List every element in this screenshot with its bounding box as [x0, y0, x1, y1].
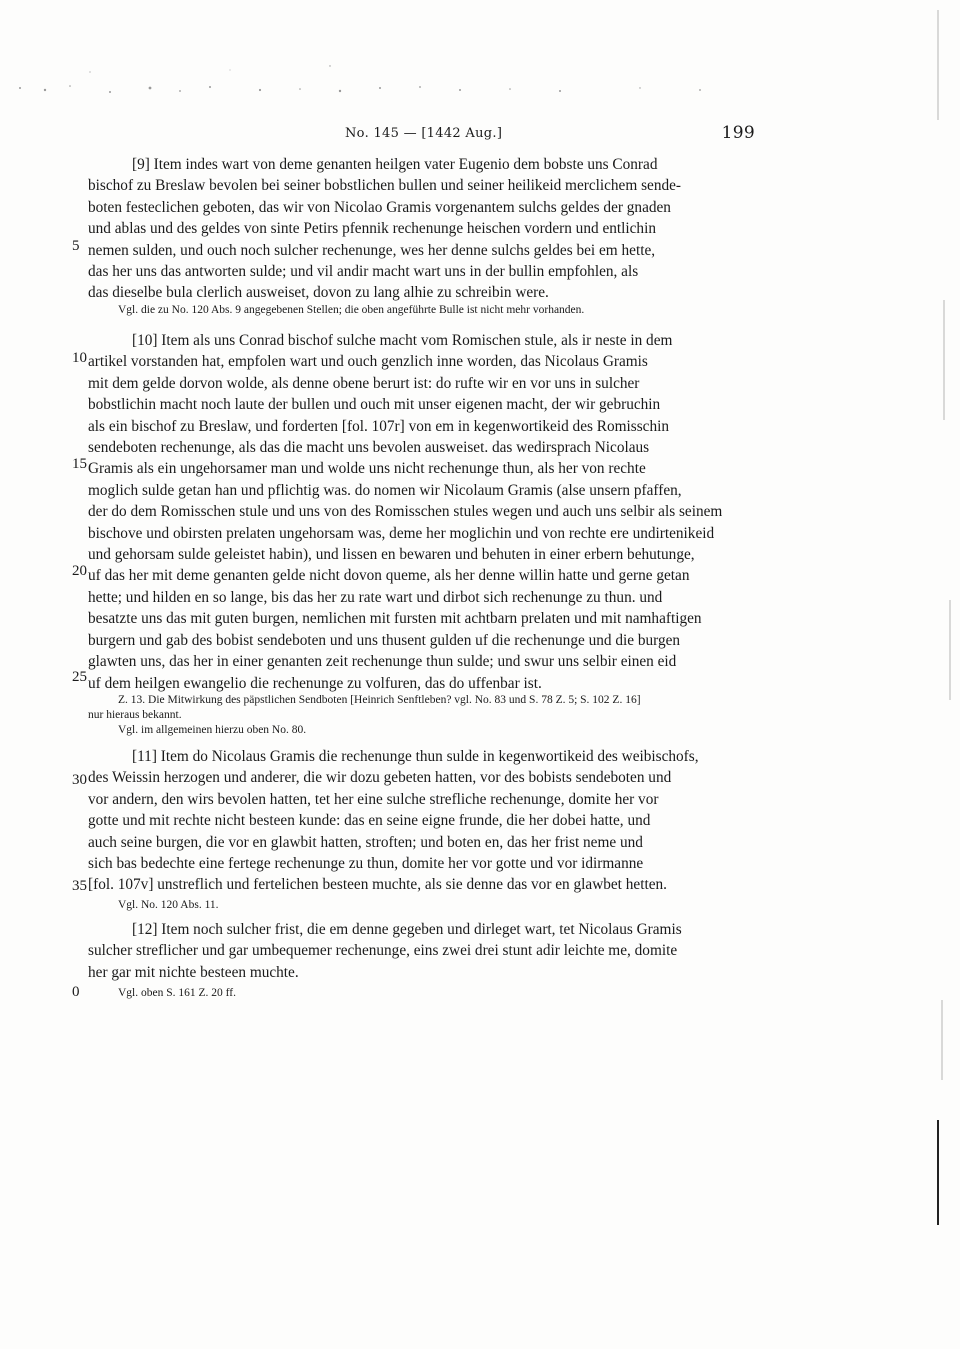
note-line: Vgl. im allgemeinen hierzu oben No. 80. — [118, 724, 307, 736]
paragraph-11 — [88, 746, 740, 896]
note-after-11 — [118, 898, 738, 913]
text-line: burgern und gab des bobist sendeboten und uns thusent gulden uf die rechenunge und die burgen — [88, 631, 681, 649]
text-line: des Weissin herzogen und anderer, die wir dozu gebeten hatten, vor des bobists sendeboten und — [88, 769, 672, 787]
text-line: und gehorsam sulde geleistet habin), und lissen en bewaren und behuten in einer erbern behutunge, — [88, 546, 695, 564]
text-line: [9] Item indes wart von deme genanten heilgen vater Eugenio dem bobste uns Conrad — [132, 156, 658, 173]
paragraph-9 — [88, 154, 740, 304]
line-number: 15 — [72, 456, 87, 472]
text-line: boten festeclichen geboten, das wir von Nicolao Gramis vorgenantem sulchs geldes der gnaden — [88, 198, 671, 216]
paragraph-12 — [88, 919, 740, 983]
text-line: nemen sulden, und ouch noch sulcher rechenunge, wes her denne sulchs geldes bei em hette, — [88, 241, 656, 259]
text-line: [fol. 107v] unstreflich und fertelichen besteen muchte, als sie denne das vor en glawbet hetten. — [88, 876, 667, 894]
text-line: [10] Item als uns Conrad bischof sulche macht vom Romischen stule, als ir neste in dem — [132, 332, 673, 349]
text-line: artikel vorstanden hat, empfolen wart und ouch genzlich inne worden, das Nicolaus Gramis — [88, 353, 648, 371]
text-line: her gar mit nichte besteen muchte. — [88, 963, 299, 981]
line-number: 0 — [72, 984, 80, 1000]
line-number: 5 — [72, 238, 80, 254]
scan-noise — [0, 60, 720, 110]
text-line: gotte und mit rechte nicht besteen kunde: das en seine eigne frunde, die her dobei hatte, und — [88, 812, 651, 830]
text-line: sendeboten rechenunge, als das die macht uns bevolen ausweiset. das wedirsprach Nicolaus — [88, 439, 650, 457]
line-number: 20 — [72, 563, 87, 579]
text-line: Gramis als ein ungehorsamer man und wolde uns nicht rechenunge thun, als her von rechte — [88, 460, 646, 478]
text-line: moglich sulde getan han und pflichtig was. do nomen wir Nicolaum Gramis (alse unsern pfaffen, — [88, 481, 682, 499]
text-line: hette; und hilden en so lange, bis das her zu rate wart und dirbot sich rechenunge zu thun. und — [88, 588, 663, 606]
paragraph-10 — [88, 330, 740, 694]
text-line: als ein bischof zu Breslaw, und forderten [fol. 107r] von em in kegenwortikeid des Romisschin — [88, 417, 670, 435]
text-line: sich bas bedechte eine fertege rechenunge zu thun, domite her vor gotte und vor idirmanne — [88, 855, 644, 873]
note-line: Vgl. oben S. 161 Z. 20 ff. — [118, 987, 236, 999]
line-number: 30 — [72, 772, 87, 788]
note-after-12 — [118, 986, 738, 1001]
text-line: sulcher streflicher und gar umbequemer rechenunge, eins zwei drei stunt adir leichte me, domite — [88, 942, 678, 960]
note-line: Vgl. No. 120 Abs. 11. — [118, 899, 219, 911]
line-number: 35 — [72, 878, 87, 894]
text-line: der do dem Romisschen stule und uns von des Romisschen stules wegen und auch uns selbir als seinem — [88, 503, 723, 521]
note-line: Vgl. die zu No. 120 Abs. 9 angegebenen Stellen; die oben angeführte Bulle ist nicht mehr vorhanden. — [118, 304, 585, 316]
text-line: bischof zu Breslaw bevolen bei seiner bobstlichen bullen und seiner heilikeid merclichem sende- — [88, 177, 681, 195]
line-number: 25 — [72, 669, 87, 685]
text-line: [11] Item do Nicolaus Gramis die rechenunge thun sulde in kegenwortikeid des weibischofs, — [132, 748, 699, 765]
text-line: [12] Item noch sulcher frist, die em denne gegeben und dirleget wart, tet Nicolaus Gramis — [132, 921, 682, 938]
text-line: vor andern, den wirs bevolen hatten, tet her eine sulche strefliche rechenunge, domite her vor — [88, 790, 659, 808]
text-line: bobstlichin macht noch laute der bullen und ouch mit unser eigenen macht, der wir gebruchin — [88, 396, 661, 414]
text-line: das her uns das antworten sulde; und vil andir macht wart uns in der bullin empfohlen, als — [88, 263, 639, 281]
page-number: 199 — [721, 123, 755, 143]
text-line: uf das her mit deme genanten gelde nicht dovon queme, als her denne willin hatte und gerne getan — [88, 567, 690, 585]
text-line: und ablas und des geldes von sinte Petirs pfennik rechenunge heischen vordern und entlichin — [88, 220, 656, 238]
note-after-10 — [88, 693, 738, 738]
scan-edge-noise — [930, 0, 960, 1349]
text-line: glawten uns, das her in einer genanten zeit rechenunge thun sulde; und swur uns selbir einen eid — [88, 653, 677, 671]
text-line: auch seine burgen, die vor en glawbit hatten, stroften; und boten en, das her frist neme und — [88, 833, 643, 851]
text-line: bischove und obirsten prelaten ungehorsam was, deme her moglichin und von rechte ere undirtenikeid — [88, 524, 715, 542]
text-line: mit dem gelde dorvon wolde, als denne obene berurt ist: do rufte wir en vor uns in sulcher — [88, 374, 640, 392]
note-after-9 — [118, 303, 738, 318]
running-title: No. 145 — [1442 Aug.] — [345, 126, 503, 141]
text-line: besatzte uns das mit guten burgen, nemlichen mit fursten mit achtbarn prelaten und mit namhaftigen — [88, 610, 702, 628]
running-header — [345, 124, 755, 146]
text-line: uf dem heilgen ewangelio die rechenunge zu volfuren, das do uffenbar ist. — [88, 674, 542, 692]
line-number: 10 — [72, 350, 87, 366]
note-line: nur hieraus bekannt. — [88, 709, 182, 721]
text-line: das dieselbe bula clerlich ausweiset, dovon zu lang alhie zu schreibin were. — [88, 284, 549, 302]
note-line: Z. 13. Die Mitwirkung des päpstlichen Sendboten [Heinrich Senftleben? vgl. No. 83 und S. 78 Z. 5; S. 102 Z. 16] — [118, 694, 641, 706]
